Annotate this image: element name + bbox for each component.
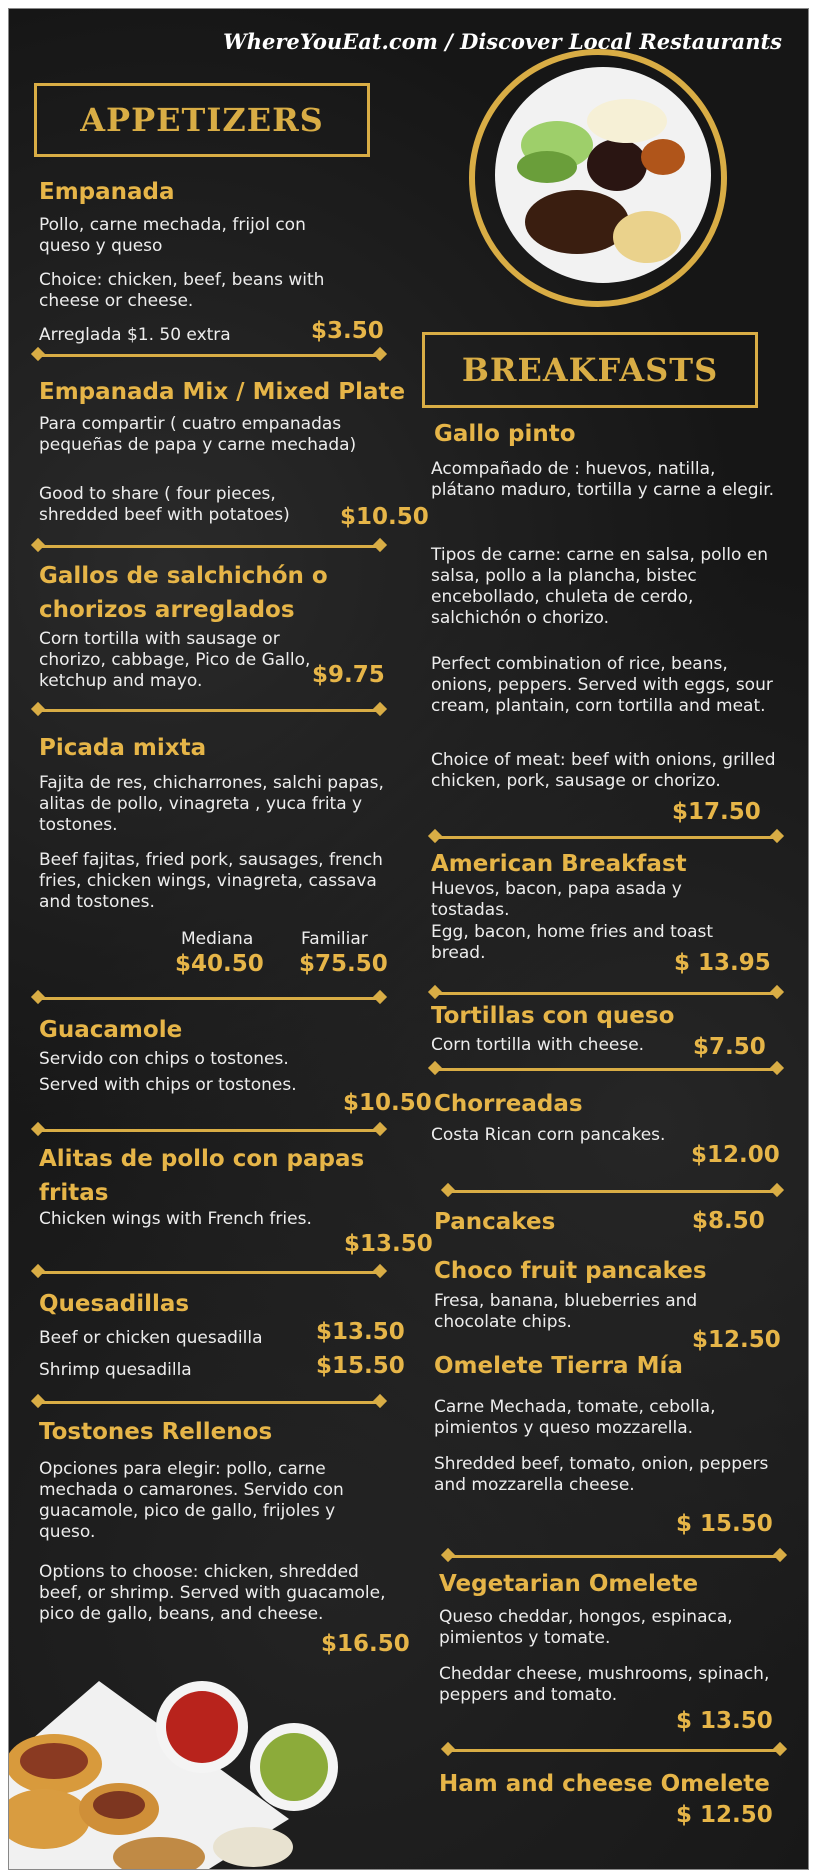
- item-desc-en: Beef fajitas, fried pork, sausages, french fries, chicken wings, vinagreta, cassava and tostones.: [39, 850, 383, 912]
- item-price: $ 12.50: [676, 1802, 773, 1828]
- item-price: $12.50: [692, 1327, 781, 1353]
- item-price: $ 13.50: [676, 1708, 773, 1734]
- item-desc-es: Para compartir ( cuatro empanadas pequeñas de papa y carne mechada): [39, 414, 357, 455]
- divider: [39, 709, 379, 712]
- item-name: Choco fruit pancakes: [434, 1258, 707, 1284]
- item-price: $10.50: [343, 1090, 432, 1116]
- item-price: $ 13.95: [674, 950, 771, 976]
- divider: [436, 992, 776, 995]
- item-name: Empanada: [39, 179, 175, 205]
- breakfasts-banner: BREAKFASTS: [422, 332, 758, 408]
- item-desc: Acompañado de : huevos, natilla, plátano maduro, tortilla y carne a elegir.: [431, 459, 775, 500]
- item-desc-es: Fajita de res, chicharrones, salchi papas, alitas de pollo, vinagreta , yuca frita y tostones.: [39, 773, 384, 835]
- divider: [39, 354, 379, 357]
- divider: [39, 997, 379, 1000]
- item-desc-en: Served with chips or tostones.: [39, 1075, 297, 1095]
- item-desc-en: Corn tortilla with sausage or chorizo, cabbage, Pico de Gallo, ketchup and mayo.: [39, 629, 311, 691]
- item-price: $ 15.50: [676, 1511, 773, 1537]
- item-name: Pancakes: [434, 1209, 556, 1235]
- item-price: $7.50: [693, 1034, 766, 1060]
- item-price: $8.50: [692, 1208, 765, 1234]
- item-line: Shrimp quesadilla: [39, 1360, 192, 1380]
- item-desc-es: Servido con chips o tostones.: [39, 1049, 289, 1069]
- item-name: Tostones Rellenos: [39, 1419, 273, 1445]
- item-price: $13.50: [344, 1231, 433, 1257]
- item-desc-en: Fresa, banana, blueberries and chocolate chips.: [434, 1291, 698, 1332]
- site-caption: WhereYouEat.com / Discover Local Restaurants: [223, 29, 782, 54]
- item-name: Empanada Mix / Mixed Plate: [39, 379, 406, 405]
- item-desc-en: Egg, bacon, home fries and toast bread.: [431, 922, 714, 963]
- divider: [39, 1401, 379, 1404]
- item-desc-en: Corn tortilla with cheese.: [431, 1035, 645, 1055]
- item-price: $12.00: [691, 1142, 780, 1168]
- item-desc-en: Chicken wings with French fries.: [39, 1209, 312, 1229]
- item-desc-en: Good to share ( four pieces, shredded beef with potatoes): [39, 484, 290, 525]
- item-price: $16.50: [321, 1631, 410, 1657]
- divider: [449, 1190, 776, 1193]
- item-price: $15.50: [316, 1353, 405, 1379]
- item-price: $9.75: [312, 662, 385, 688]
- divider: [436, 1068, 776, 1071]
- item-name: Gallos de salchichón o chorizos arreglados: [39, 563, 328, 623]
- menu-page: [8, 8, 809, 1870]
- item-name: Alitas de pollo con papas fritas: [39, 1146, 365, 1206]
- item-line: Beef or chicken quesadilla: [39, 1328, 263, 1348]
- item-desc: Tipos de carne: carne en salsa, pollo en salsa, pollo a la plancha, bistec encebollado, chuleta de cerdo, salchichón o chorizo.: [431, 545, 768, 628]
- item-name: Quesadillas: [39, 1291, 190, 1317]
- item-price: $13.50: [316, 1319, 405, 1345]
- item-price: $75.50: [299, 951, 388, 977]
- item-name: Vegetarian Omelete: [439, 1571, 699, 1597]
- item-name: Guacamole: [39, 1017, 183, 1043]
- item-desc-en: Cheddar cheese, mushrooms, spinach, peppers and tomato.: [439, 1664, 770, 1705]
- item-price: $3.50: [311, 318, 384, 344]
- item-desc-en: Costa Rican corn pancakes.: [431, 1125, 666, 1145]
- item-note: Arreglada $1. 50 extra: [39, 325, 231, 345]
- item-name: Chorreadas: [434, 1091, 583, 1117]
- item-desc-en: Shredded beef, tomato, onion, peppers and mozzarella cheese.: [434, 1454, 769, 1495]
- item-price: $40.50: [175, 951, 264, 977]
- item-name: Picada mixta: [39, 735, 207, 761]
- item-name: Omelete Tierra Mía: [434, 1353, 683, 1379]
- item-price: $10.50: [340, 504, 429, 530]
- item-desc-en: Choice: chicken, beef, beans with cheese or cheese.: [39, 270, 325, 311]
- appetizers-banner: APPETIZERS: [34, 83, 370, 157]
- size-label: Mediana: [181, 929, 254, 949]
- item-name: Tortillas con queso: [431, 1003, 675, 1029]
- divider: [39, 1271, 379, 1274]
- plate-photo: [467, 47, 729, 309]
- item-name: American Breakfast: [431, 851, 687, 877]
- divider: [449, 1749, 779, 1752]
- item-desc: Perfect combination of rice, beans, onions, peppers. Served with eggs, sour cream, plantain, corn tortilla and meat.: [431, 654, 773, 716]
- item-desc-es: Huevos, bacon, papa asada y tostadas.: [431, 879, 682, 920]
- item-desc: Choice of meat: beef with onions, grilled chicken, pork, sausage or chorizo.: [431, 750, 776, 791]
- divider: [39, 1129, 379, 1132]
- tostones-photo: [9, 1669, 339, 1869]
- item-name: Ham and cheese Omelete: [439, 1771, 770, 1797]
- item-name: Gallo pinto: [434, 421, 576, 447]
- item-desc-es: Opciones para elegir: pollo, carne mechada o camarones. Servido con guacamole, pico de gallo, frijoles y queso.: [39, 1459, 344, 1542]
- item-desc-es: Carne Mechada, tomate, cebolla, pimientos y queso mozzarella.: [434, 1397, 716, 1438]
- divider: [449, 1555, 779, 1558]
- item-desc-es: Queso cheddar, hongos, espinaca, pimientos y tomate.: [439, 1607, 733, 1648]
- item-price: $17.50: [672, 799, 761, 825]
- item-desc-en: Options to choose: chicken, shredded beef, or shrimp. Served with guacamole, pico de gallo, beans, and cheese.: [39, 1562, 386, 1624]
- item-desc-es: Pollo, carne mechada, frijol con queso y queso: [39, 215, 306, 256]
- divider: [39, 545, 379, 548]
- divider: [436, 836, 776, 839]
- size-label: Familiar: [301, 929, 368, 949]
